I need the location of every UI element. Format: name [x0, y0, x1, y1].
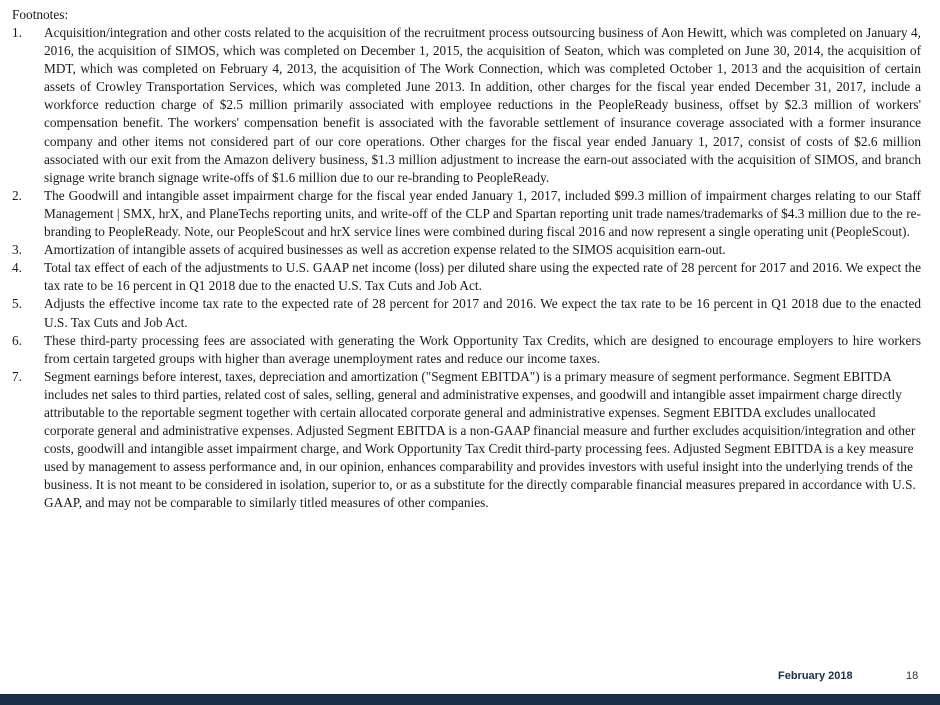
footnote-number: 2.: [12, 187, 22, 203]
page-number: 18: [906, 670, 919, 682]
footer-bar: [0, 694, 940, 705]
footnote-number: 4.: [12, 260, 22, 276]
footer-date: February 2018: [778, 670, 853, 682]
footnotes-list: [12, 24, 921, 513]
footnote-text: Amortization of intangible assets of acquired businesses as well as accretion expense related to the SIMOS acquisition earn-out.: [44, 242, 726, 258]
footnote-item: [12, 241, 921, 259]
footnote-text: The Goodwill and intangible asset impairment charge for the fiscal year ended January 1, 2017, included $99.3 million of impairment charges relating to our Staff Management | SMX, hrX, and PlaneTechs reporting units, and write-off of the CLP and Spartan reporting unit trade names/trademarks of $4.3 million due to the re-branding to PeopleReady. Note, our PeopleScout and hrX service lines were combined during fiscal 2016 and now represent a single operating unit (PeopleScout).: [44, 187, 921, 240]
footnote-item: [12, 187, 921, 241]
footnote-text: Total tax effect of each of the adjustments to U.S. GAAP net income (loss) per diluted share using the expected rate of 28 percent for 2017 and 2016. We expect the tax rate to be 16 percent in Q1 2018 due to the enacted U.S. Tax Cuts and Job Act.: [44, 260, 921, 294]
footnote-item: [12, 24, 921, 187]
footnote-item: [12, 368, 921, 513]
footnote-text: Acquisition/integration and other costs related to the acquisition of the recruitment process outsourcing business of Aon Hewitt, which was completed on January 4, 2016, the acquisition of SIMOS, which was completed on December 1, 2015, the acquisition of Seaton, which was completed on June 30, 2014, the acquisition of MDT, which was completed on February 4, 2013, the acquisition of The Work Connection, which was completed October 1, 2013 and the acquisition of certain assets of Crowley Transportation Services, which was completed June 2013. In addition, other charges for the fiscal year ended December 31, 2017, include a workforce reduction charge of $2.5 million primarily associated with employee reductions in the PeopleReady business, offset by $2.3 million of workers' compensation benefit. The workers' compensation benefit is associated with the favorable settlement of insurance coverage associated with a former insurance company and other items not considered part of our core operations. Other charges for the fiscal year ended January 1, 2017, consist of costs of $2.6 million associated with our exit from the Amazon delivery business, $1.3 million adjustment to increase the earn-out associated with the acquisition of SIMOS, and branch signage write branch signage write-offs of $1.6 million due to our re-branding to PeopleReady.: [44, 25, 921, 185]
footnote-number: 5.: [12, 296, 22, 312]
footnote-item: [12, 332, 921, 368]
footnote-item: [12, 259, 921, 295]
footnote-item: [12, 295, 921, 331]
footnotes-section: [12, 6, 921, 513]
footnote-text: Adjusts the effective income tax rate to the expected rate of 28 percent for 2017 and 2016. We expect the tax rate to be 16 percent in Q1 2018 due to the enacted U.S. Tax Cuts and Job Act.: [44, 296, 921, 330]
footnote-number: 3.: [12, 242, 22, 258]
footnote-number: 1.: [12, 25, 22, 40]
footnote-text: These third-party processing fees are associated with generating the Work Opportunity Tax Credits, which are designed to encourage employers to hire workers from certain targeted groups with higher than average unemployment rates and reduce our income taxes.: [44, 332, 921, 366]
footnote-text: Segment earnings before interest, taxes, depreciation and amortization ("Segment EBITDA") is a primary measure of segment performance. Segment EBITDA includes net sales to third parties, related cost of sales, selling, general and administrative expenses, and goodwill and intangible asset impairment charge directly attributable to the reportable segment together with certain allocated corporate general and administrative expenses. Segment EBITDA excludes unallocated corporate general and administrative expenses. Adjusted Segment EBITDA is a non-GAAP financial measure and further excludes acquisition/integration and other costs, goodwill and intangible asset impairment charge, and Work Opportunity Tax Credit third-party processing fees. Adjusted Segment EBITDA is a key measure used by management to assess performance and, in our opinion, enhances comparability and provides investors with useful insight into the underlying trends of the business. It is not meant to be considered in isolation, superior to, or as a substitute for the directly comparable financial measures prepared in accordance with U.S. GAAP, and may not be comparable to similarly titled measures of other companies.: [44, 368, 916, 511]
footnotes-heading: Footnotes:: [12, 7, 69, 22]
footnote-number: 7.: [12, 368, 22, 384]
footnote-number: 6.: [12, 332, 22, 348]
